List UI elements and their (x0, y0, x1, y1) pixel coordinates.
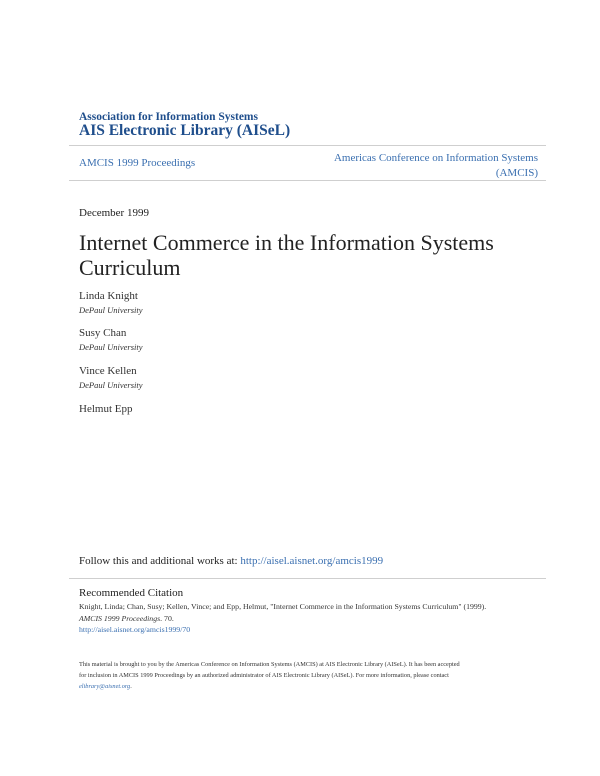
author-affiliation: DePaul University (79, 380, 143, 390)
recommended-citation (79, 601, 539, 636)
divider-bottom (69, 180, 546, 181)
title-line1: Internet Commerce in the Information Systems (79, 230, 494, 255)
author-name: Vince Kellen (79, 365, 137, 377)
follow-line (79, 555, 383, 567)
note-suffix: . (130, 683, 132, 690)
paper-title (79, 230, 549, 280)
author-name: Helmut Epp (79, 403, 133, 415)
conference-line2: (AMCIS) (495, 167, 538, 179)
publication-date: December 1999 (79, 207, 149, 219)
note-line1: This material is brought to you by the Americas Conference on Information Systems (AMCIS) at AIS Electronic Library (AISeL). It has been accepted (79, 661, 460, 668)
author-affiliation: DePaul University (79, 342, 143, 352)
citation-proceedings: AMCIS 1999 Proceedings (79, 613, 161, 623)
citation-number: . 70. (160, 613, 174, 623)
citation-line2 (79, 613, 539, 625)
author-name: Linda Knight (79, 290, 138, 302)
citation-line1: Knight, Linda; Chan, Susy; Kellen, Vince; and Epp, Helmut, "Internet Commerce in the Information Systems Curriculum" (1999). (79, 602, 487, 611)
follow-link[interactable]: http://aisel.aisnet.org/amcis1999 (240, 555, 384, 567)
citation-link[interactable]: http://aisel.aisnet.org/amcis1999/70 (79, 625, 191, 634)
note-line2: for inclusion in AMCIS 1999 Proceedings by an authorized administrator of AIS Electronic Library (AISeL). For more information, please contact (79, 672, 449, 679)
author-name: Susy Chan (79, 327, 127, 339)
conference-line1: Americas Conference on Information Systems (333, 152, 538, 164)
recommended-citation-heading: Recommended Citation (79, 587, 184, 599)
follow-text: Follow this and additional works at: (79, 555, 241, 567)
contact-email-link[interactable]: elibrary@aisnet.org (79, 683, 131, 690)
conference-link[interactable] (308, 151, 538, 181)
divider-top (69, 145, 546, 146)
org-name: Association for Information Systems (79, 111, 258, 123)
rights-note (79, 659, 539, 692)
divider-citation (69, 578, 546, 579)
library-name[interactable]: AIS Electronic Library (AISeL) (79, 122, 291, 139)
note-line3 (79, 681, 539, 692)
author-affiliation: DePaul University (79, 305, 143, 315)
title-line2: Curriculum (79, 255, 181, 280)
proceedings-link[interactable]: AMCIS 1999 Proceedings (79, 157, 196, 169)
